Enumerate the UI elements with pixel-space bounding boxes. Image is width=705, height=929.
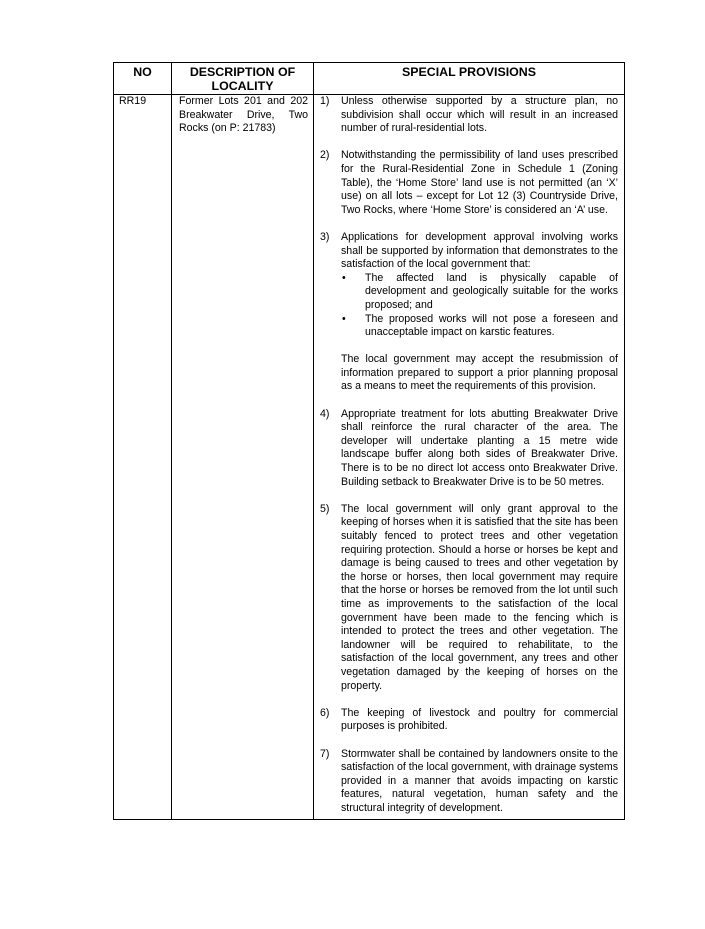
provision-body xyxy=(341,707,618,734)
provision-text: Notwithstanding the permissibility of land uses prescribed for the Rural-Residential Zone in Schedule 1 (Zoning Table), the ‘Home Store’ land use is not permitted (an ‘X’ use) on all lots – except for Lot 12 (3) Countryside Drive, Two Rocks, where ‘Home Store’ is considered an ‘A’ use. xyxy=(341,149,618,216)
provision-item xyxy=(320,748,618,816)
provision-number: 5) xyxy=(320,502,330,515)
provision-body xyxy=(341,408,618,490)
table-row xyxy=(114,95,625,820)
provision-text: Stormwater shall be contained by landowners onsite to the satisfaction of the local government, with drainage systems provided in a manner that avoids impacting on karstic features, natural vegetation, human safety and the structural integrity of development. xyxy=(341,747,618,814)
bullet-icon: • xyxy=(342,271,346,284)
provision-body xyxy=(341,95,618,136)
provision-item xyxy=(320,149,618,217)
provision-list xyxy=(320,95,618,815)
provision-text: Unless otherwise supported by a structure plan, no subdivision shall occur which will result in an increased number of rural-residential lots. xyxy=(341,95,618,135)
provision-number: 2) xyxy=(320,149,330,162)
special-provisions-table xyxy=(113,62,625,820)
provision-item xyxy=(320,231,618,394)
provision-item xyxy=(320,95,618,136)
provision-text: The local government may accept the resubmission of information prepared to support a prior planning proposal as a means to meet the requirements of this provision. xyxy=(341,353,618,393)
provision-text: Appropriate treatment for lots abutting Breakwater Drive shall reinforce the rural character of the area. The developer will undertake planting a 15 metre wide landscape buffer along both sides of Breakwater Drive. There is to be no direct lot access onto Breakwater Drive. Building setback to Breakwater Drive is to be 50 metres. xyxy=(341,407,618,488)
bullet-item xyxy=(341,272,618,313)
provision-number: 7) xyxy=(320,747,330,760)
provision-text: The local government will only grant approval to the keeping of horses when it is satisfied that the site has been suitably fenced to protect trees and other vegetation requiring protection. Should a horse or horses be kept and damage is being caused to trees and other vegetation by the horse or horses, then local government may require that the horse or horses be removed from the lot until such time as improvements to the satisfaction of the local government have been made to the fencing which is intended to protect the trees and other vegetation. The landowner will be required to rehabilitate, to the satisfaction of the local government, any trees and other vegetation damaged by the keeping of horses on the property. xyxy=(341,502,618,692)
header-row xyxy=(114,63,625,95)
provision-item xyxy=(320,503,618,693)
provision-body xyxy=(341,748,618,816)
provision-body xyxy=(341,149,618,217)
provision-item xyxy=(320,707,618,734)
provision-number: 1) xyxy=(320,95,330,107)
provision-item xyxy=(320,408,618,490)
provision-text: Applications for development approval involving works shall be supported by information that demonstrates to the satisfaction of the local government that: xyxy=(341,230,618,271)
bullet-list xyxy=(341,272,618,340)
cell-special-provisions xyxy=(314,95,625,820)
header-description: DESCRIPTION OF LOCALITY xyxy=(172,63,314,95)
bullet-item xyxy=(341,313,618,340)
bullet-text: The proposed works will not pose a foreseen and unacceptable impact on karstic features. xyxy=(365,312,618,339)
cell-description: Former Lots 201 and 202 Breakwater Drive, Two Rocks (on P: 21783) xyxy=(172,95,314,820)
provision-number: 3) xyxy=(320,230,330,243)
bullet-text: The affected land is physically capable of development and geologically suitable for the works proposed; and xyxy=(365,271,618,311)
provision-number: 4) xyxy=(320,407,330,420)
header-special-provisions: SPECIAL PROVISIONS xyxy=(314,63,625,95)
header-no: NO xyxy=(114,63,172,95)
provision-body xyxy=(341,231,618,394)
provision-text: The keeping of livestock and poultry for commercial purposes is prohibited. xyxy=(341,706,618,733)
provision-number: 6) xyxy=(320,706,330,719)
bullet-icon: • xyxy=(342,312,346,325)
cell-no: RR19 xyxy=(114,95,172,820)
provision-body xyxy=(341,503,618,693)
